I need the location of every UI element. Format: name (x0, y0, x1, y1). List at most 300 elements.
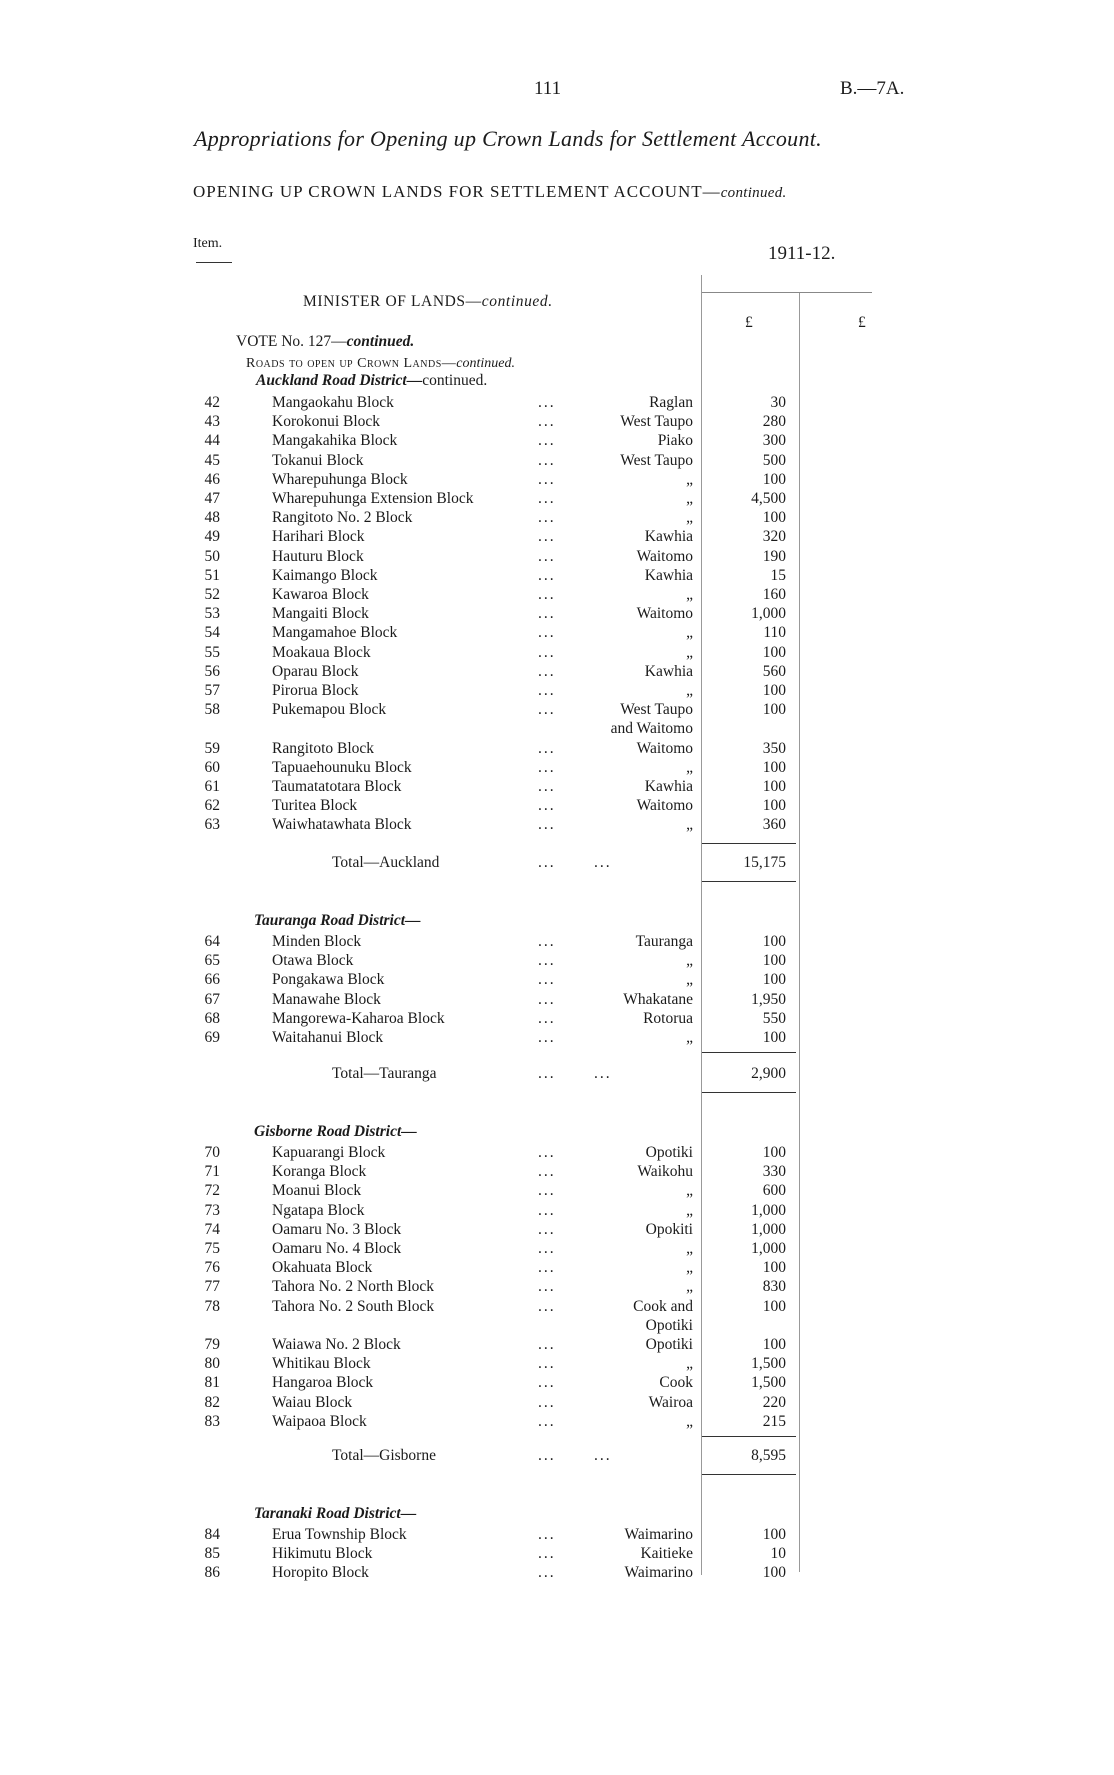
block-name: Waiwhatawhata Block (272, 816, 412, 834)
roads-heading (246, 354, 515, 372)
leader-dots: ... (538, 1278, 556, 1296)
amount: 330 (762, 1163, 786, 1181)
table-row (0, 1393, 1114, 1412)
item-number: 69 (204, 1029, 220, 1046)
table-row (0, 1009, 1114, 1028)
road-district: „ (686, 1278, 693, 1296)
leader-dots: ... (538, 1144, 556, 1161)
road-district: „ (686, 1029, 693, 1046)
leader-dots: ... (538, 1393, 556, 1411)
amount: 100 (762, 701, 786, 719)
item-number: 75 (204, 1240, 220, 1257)
amount: 15 (770, 566, 786, 584)
leader-dots: ... (538, 605, 556, 623)
amount: 1,000 (751, 1240, 786, 1257)
road-district-continued: Opotiki (645, 1316, 693, 1334)
ministry-heading-main: MINISTER OF LANDS— (303, 293, 482, 310)
total-dots: ... (594, 1065, 612, 1082)
pound-symbol-column-1: £ (745, 314, 753, 331)
leader-dots: ... (538, 1297, 556, 1315)
table-row (0, 796, 1114, 815)
block-name: Tokanui Block (272, 451, 364, 469)
item-number: 66 (204, 971, 220, 989)
total-dots: ... (594, 854, 612, 871)
district-heading-auckland (256, 372, 487, 390)
road-district: „ (686, 1182, 693, 1200)
item-number: 52 (204, 586, 220, 603)
block-name: Kaimango Block (272, 566, 378, 584)
block-name: Waiawa No. 2 Block (272, 1336, 401, 1353)
block-name: Hangaroa Block (272, 1374, 374, 1392)
table-row (0, 1162, 1114, 1181)
block-name: Wharepuhunga Extension Block (272, 490, 474, 507)
table-row (0, 662, 1114, 681)
amount: 10 (770, 1545, 786, 1563)
table-row (0, 451, 1114, 470)
road-district: „ (686, 624, 693, 642)
table-row (0, 1297, 1114, 1316)
item-number: 49 (204, 528, 220, 546)
district-heading-tauranga (254, 912, 421, 930)
amount: 160 (762, 586, 786, 603)
item-number: 53 (204, 605, 220, 623)
item-number: 54 (204, 624, 220, 642)
road-district: Whakatane (623, 990, 693, 1008)
leader-dots: ... (538, 816, 556, 834)
table-row (0, 585, 1114, 604)
table-row (0, 1239, 1114, 1258)
block-name: Mangamahoe Block (272, 624, 398, 642)
tauranga-total-row (0, 1064, 1114, 1083)
amount: 30 (770, 394, 786, 411)
road-district: West Taupo (620, 701, 693, 719)
leader-dots: ... (538, 1009, 556, 1027)
block-name: Moakaua Block (272, 643, 371, 661)
leader-dots: ... (538, 1526, 556, 1543)
table-row (0, 1277, 1114, 1296)
block-name: Rangitoto No. 2 Block (272, 509, 413, 527)
block-name: Whitikau Block (272, 1355, 371, 1373)
item-number: 63 (204, 816, 220, 834)
block-name: Rangitoto Block (272, 739, 375, 757)
block-name: Mangaiti Block (272, 605, 369, 623)
block-name: Pongakawa Block (272, 971, 385, 989)
block-name: Turitea Block (272, 797, 358, 815)
tauranga-total-rule-bottom (702, 1092, 796, 1093)
block-name: Hikimutu Block (272, 1545, 373, 1563)
leader-dots: ... (538, 1336, 556, 1353)
leader-dots: ... (538, 933, 556, 950)
block-name: Koranga Block (272, 1163, 367, 1181)
pound-symbol-column-2: £ (858, 314, 866, 331)
table-row (0, 1525, 1114, 1544)
block-name: Ngatapa Block (272, 1201, 365, 1219)
item-number: 67 (204, 990, 220, 1008)
leader-dots: ... (538, 778, 556, 795)
table-row (0, 527, 1114, 546)
vote-heading-main: VOTE No. 127— (236, 333, 347, 350)
amount: 830 (762, 1278, 786, 1296)
leader-dots: ... (538, 990, 556, 1008)
amount: 560 (762, 662, 786, 680)
total-amount: 2,900 (751, 1065, 786, 1082)
block-name: Horopito Block (272, 1564, 369, 1582)
road-district: „ (686, 758, 693, 776)
road-district: „ (686, 1240, 693, 1257)
block-name: Erua Township Block (272, 1526, 407, 1543)
amount: 100 (762, 1259, 786, 1277)
leader-dots: ... (538, 797, 556, 815)
amount: 280 (762, 413, 786, 431)
item-label-underline (196, 262, 232, 263)
block-name: Tahora No. 2 North Block (272, 1278, 435, 1296)
table-row (0, 777, 1114, 796)
table-row (0, 1143, 1114, 1162)
total-amount: 15,175 (743, 854, 786, 871)
road-district: „ (686, 1201, 693, 1219)
table-row (0, 951, 1114, 970)
item-number: 64 (204, 933, 220, 950)
leader-dots: ... (538, 1564, 556, 1582)
road-district: „ (686, 470, 693, 488)
total-label: Total—Tauranga (332, 1065, 437, 1082)
leader-dots: ... (538, 1220, 556, 1238)
road-district: Cook (659, 1374, 693, 1392)
total-label: Total—Auckland (332, 854, 440, 871)
leader-dots: ... (538, 1545, 556, 1563)
total-dots: ... (538, 1447, 556, 1464)
road-district: Waitomo (636, 739, 693, 757)
road-district: Waimarino (624, 1564, 693, 1582)
vote-heading (236, 333, 414, 351)
block-name: Oamaru No. 4 Block (272, 1240, 402, 1257)
road-district: Kawhia (644, 566, 693, 584)
block-name: Minden Block (272, 933, 362, 950)
table-row (0, 1220, 1114, 1239)
amount: 215 (762, 1412, 786, 1430)
road-district: Opotiki (645, 1144, 693, 1161)
item-column-label: Item. (193, 236, 223, 251)
total-label: Total—Gisborne (332, 1447, 436, 1464)
amount: 360 (762, 816, 786, 834)
leader-dots: ... (538, 547, 556, 565)
amount: 100 (762, 797, 786, 815)
leader-dots: ... (538, 682, 556, 699)
district-heading-taranaki (254, 1505, 416, 1523)
block-name: Tapuaehounuku Block (272, 758, 412, 776)
road-district: Kawhia (644, 662, 693, 680)
block-name: Hauturu Block (272, 547, 364, 565)
road-district: „ (686, 952, 693, 970)
item-number: 82 (204, 1393, 220, 1411)
document-code: B.—7A. (840, 78, 905, 99)
auckland-total-rule-bottom (702, 881, 796, 882)
amount: 600 (762, 1182, 786, 1200)
road-district: „ (686, 586, 693, 603)
amount: 100 (762, 1564, 786, 1582)
table-row (0, 681, 1114, 700)
road-district: Kawhia (644, 528, 693, 546)
amount: 100 (762, 952, 786, 970)
amount: 100 (762, 1144, 786, 1161)
item-number: 86 (204, 1564, 220, 1582)
table-row (0, 1335, 1114, 1354)
tauranga-total-rule-top (702, 1052, 796, 1053)
auckland-total-rule-top (702, 843, 796, 844)
amount: 100 (762, 933, 786, 950)
amount: 1,500 (751, 1355, 786, 1373)
block-name: Waiau Block (272, 1393, 353, 1411)
block-name: Otawa Block (272, 952, 354, 970)
block-name: Oparau Block (272, 662, 359, 680)
block-name: Waipaoa Block (272, 1412, 367, 1430)
item-number: 78 (204, 1297, 220, 1315)
block-name: Manawahe Block (272, 990, 381, 1008)
road-district: Cook and (633, 1297, 693, 1315)
table-row (0, 431, 1114, 450)
road-district: Waimarino (624, 1526, 693, 1543)
item-number: 79 (204, 1336, 220, 1353)
block-name: Harihari Block (272, 528, 365, 546)
table-row (0, 393, 1114, 412)
item-number: 73 (204, 1201, 220, 1219)
leader-dots: ... (538, 470, 556, 488)
road-district: „ (686, 816, 693, 834)
block-name: Kawaroa Block (272, 586, 369, 603)
item-number: 74 (204, 1220, 220, 1238)
road-district: „ (686, 971, 693, 989)
item-number: 77 (204, 1278, 220, 1296)
block-name: Taumatatotara Block (272, 778, 402, 795)
table-row (0, 489, 1114, 508)
item-number: 81 (204, 1374, 220, 1392)
leader-dots: ... (538, 1182, 556, 1200)
block-name: Okahuata Block (272, 1259, 373, 1277)
amount: 110 (763, 624, 786, 642)
table-row-continuation (0, 719, 1114, 738)
item-number: 44 (204, 432, 220, 450)
table-row (0, 412, 1114, 431)
amount: 100 (762, 470, 786, 488)
total-dots: ... (538, 854, 556, 871)
table-row (0, 815, 1114, 834)
item-number: 48 (204, 509, 220, 527)
item-number: 76 (204, 1259, 220, 1277)
road-district: Raglan (649, 394, 693, 411)
amount: 100 (762, 509, 786, 527)
table-row (0, 739, 1114, 758)
road-district: „ (686, 509, 693, 527)
table-row (0, 1354, 1114, 1373)
total-amount: 8,595 (751, 1447, 786, 1464)
leader-dots: ... (538, 1163, 556, 1181)
table-row (0, 566, 1114, 585)
table-row-continuation (0, 1316, 1114, 1335)
district-heading-gisborne (254, 1123, 417, 1141)
road-district: Wairoa (648, 1393, 693, 1411)
block-name: Tahora No. 2 South Block (272, 1297, 435, 1315)
road-district: Waitomo (636, 605, 693, 623)
item-number: 83 (204, 1412, 220, 1430)
amount: 100 (762, 758, 786, 776)
table-row (0, 932, 1114, 951)
road-district: Waitomo (636, 797, 693, 815)
table-row (0, 1258, 1114, 1277)
leader-dots: ... (538, 952, 556, 970)
road-district: Rotorua (643, 1009, 693, 1027)
total-dots: ... (594, 1447, 612, 1464)
amount: 190 (762, 547, 786, 565)
item-number: 42 (204, 394, 220, 411)
leader-dots: ... (538, 509, 556, 527)
item-number: 60 (204, 758, 220, 776)
roads-heading-main: Roads to open up Crown Lands— (246, 356, 457, 371)
leader-dots: ... (538, 490, 556, 507)
road-district: Piako (657, 432, 693, 450)
gisborne-total-rule-top (702, 1436, 796, 1437)
item-number: 50 (204, 547, 220, 565)
item-number: 59 (204, 739, 220, 757)
amount: 500 (762, 451, 786, 469)
block-name: Kapuarangi Block (272, 1144, 386, 1161)
account-title-continued: continued. (720, 185, 787, 201)
block-name: Pirorua Block (272, 682, 359, 699)
amount: 1,000 (751, 1201, 786, 1219)
amount: 1,950 (751, 990, 786, 1008)
amount: 350 (762, 739, 786, 757)
road-district: Opotiki (645, 1336, 693, 1353)
leader-dots: ... (538, 971, 556, 989)
block-name: Wharepuhunga Block (272, 470, 408, 488)
amount: 100 (762, 971, 786, 989)
leader-dots: ... (538, 394, 556, 411)
road-district: West Taupo (620, 413, 693, 431)
auckland-total-row (0, 853, 1114, 872)
leader-dots: ... (538, 1201, 556, 1219)
amount: 550 (762, 1009, 786, 1027)
block-name: Mangakahika Block (272, 432, 398, 450)
road-district: Opokiti (645, 1220, 693, 1238)
road-district: West Taupo (620, 451, 693, 469)
table-row (0, 470, 1114, 489)
leader-dots: ... (538, 451, 556, 469)
amount: 1,500 (751, 1374, 786, 1392)
leader-dots: ... (538, 624, 556, 642)
leader-dots: ... (538, 1259, 556, 1277)
table-row (0, 643, 1114, 662)
leader-dots: ... (538, 643, 556, 661)
block-name: Mangaokahu Block (272, 394, 394, 411)
item-number: 70 (204, 1144, 220, 1161)
amount: 100 (762, 1297, 786, 1315)
leader-dots: ... (538, 413, 556, 431)
road-district: „ (686, 682, 693, 699)
leader-dots: ... (538, 432, 556, 450)
table-row (0, 990, 1114, 1009)
leader-dots: ... (538, 758, 556, 776)
item-number: 58 (204, 701, 220, 719)
item-number: 55 (204, 643, 220, 661)
amount: 1,000 (751, 605, 786, 623)
table-row (0, 508, 1114, 527)
fiscal-year: 1911-12. (768, 243, 836, 264)
leader-dots: ... (538, 1240, 556, 1257)
road-district: „ (686, 643, 693, 661)
total-dots: ... (538, 1065, 556, 1082)
leader-dots: ... (538, 528, 556, 546)
leader-dots: ... (538, 1029, 556, 1046)
road-district: Kawhia (644, 778, 693, 795)
district-heading-taranaki-label: Taranaki Road District— (254, 1505, 417, 1522)
amount: 100 (762, 1336, 786, 1353)
ministry-heading (303, 293, 553, 311)
item-number: 56 (204, 662, 220, 680)
item-number: 68 (204, 1009, 220, 1027)
leader-dots: ... (538, 566, 556, 584)
account-title (193, 182, 787, 202)
block-name: Korokonui Block (272, 413, 381, 431)
leader-dots: ... (538, 586, 556, 603)
item-number: 57 (204, 682, 220, 699)
item-number: 71 (204, 1163, 220, 1181)
item-number: 45 (204, 451, 220, 469)
road-district: Waikohu (637, 1163, 693, 1181)
amount: 100 (762, 643, 786, 661)
table-row (0, 1563, 1114, 1582)
item-number: 62 (204, 797, 220, 815)
leader-dots: ... (538, 1374, 556, 1392)
district-heading-gisborne-label: Gisborne Road District— (254, 1123, 417, 1140)
table-row (0, 1028, 1114, 1047)
district-heading-auckland-label: Auckland Road District— (256, 372, 423, 389)
road-district: „ (686, 1412, 693, 1430)
leader-dots: ... (538, 662, 556, 680)
table-row (0, 1373, 1114, 1392)
column-head-rule (702, 292, 872, 293)
account-title-main: OPENING UP CROWN LANDS FOR SETTLEMENT ACCOUNT— (193, 182, 721, 201)
item-number: 47 (204, 490, 220, 507)
block-name: Oamaru No. 3 Block (272, 1220, 402, 1238)
table-row (0, 1412, 1114, 1431)
block-name: Pukemapou Block (272, 701, 387, 719)
ministry-heading-continued: continued. (481, 293, 553, 310)
amount: 4,500 (751, 490, 786, 507)
roads-heading-continued: continued. (456, 356, 515, 371)
leader-dots: ... (538, 1412, 556, 1430)
vote-heading-continued: continued. (346, 333, 415, 350)
table-row (0, 604, 1114, 623)
gisborne-total-rule-bottom (702, 1474, 796, 1475)
gisborne-total-row (0, 1446, 1114, 1465)
item-number: 46 (204, 470, 220, 488)
item-number: 51 (204, 566, 220, 584)
leader-dots: ... (538, 1355, 556, 1373)
page-number: 111 (534, 78, 562, 99)
block-name: Moanui Block (272, 1182, 362, 1200)
district-heading-auckland-suffix: continued. (422, 372, 488, 389)
table-row (0, 1544, 1114, 1563)
amount: 100 (762, 1029, 786, 1046)
table-row (0, 970, 1114, 989)
road-district: „ (686, 1259, 693, 1277)
amount: 100 (762, 682, 786, 699)
amount: 300 (762, 432, 786, 450)
table-row (0, 700, 1114, 719)
road-district: Waitomo (636, 547, 693, 565)
item-number: 72 (204, 1182, 220, 1200)
road-district: „ (686, 1355, 693, 1373)
item-number: 80 (204, 1355, 220, 1373)
